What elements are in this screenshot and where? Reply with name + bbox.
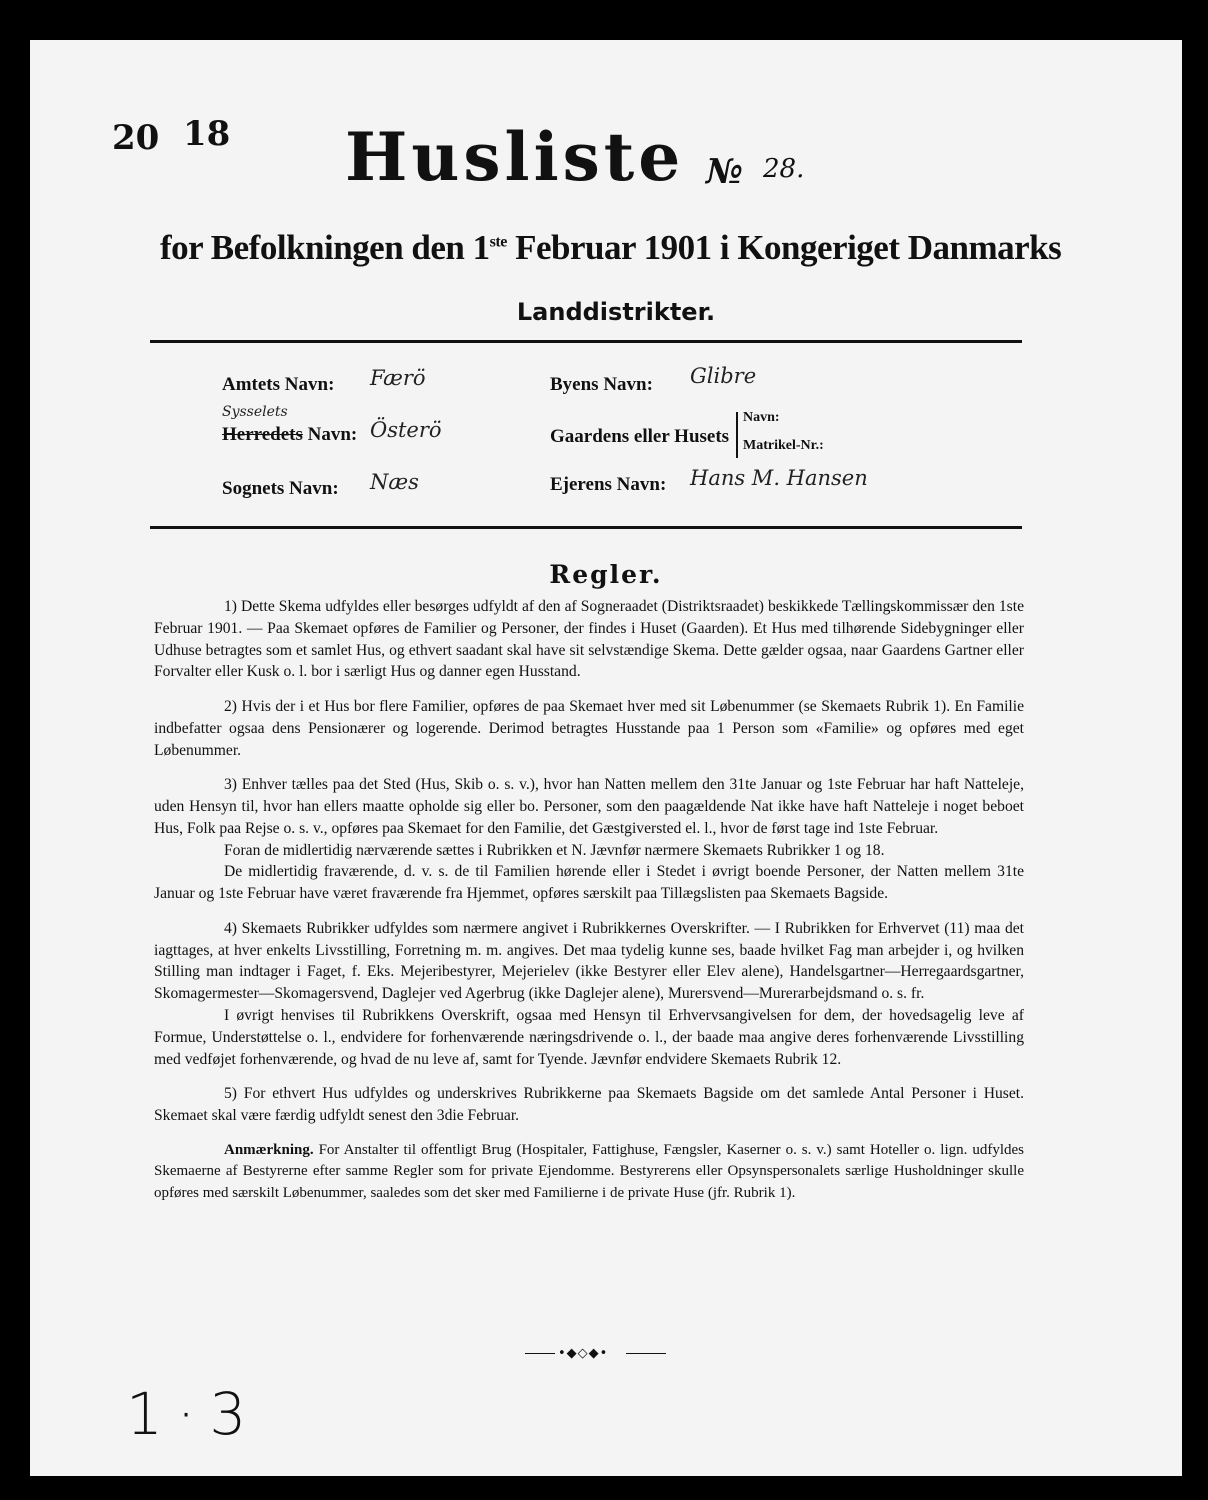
herred-struck: Herredets <box>222 424 303 445</box>
number-symbol: № <box>706 152 743 192</box>
rules-body <box>154 596 1024 1218</box>
form-number-handwritten: 28. <box>763 154 805 184</box>
form-title: Husliste <box>345 118 685 196</box>
divider-bottom <box>150 526 1022 529</box>
ornament-divider: •◆◇◆• <box>558 1346 609 1361</box>
sogn-label: Sognets Navn: <box>222 478 339 499</box>
ejer-value: Hans M. Hansen <box>690 466 868 490</box>
herred-label <box>222 424 357 446</box>
archive-number-left: 20 <box>112 118 160 158</box>
annotation <box>154 1140 1024 1205</box>
sogn-value: Næs <box>370 470 419 494</box>
ejer-label: Ejerens Navn: <box>550 474 667 495</box>
herred-label-rest: Navn: <box>302 424 358 445</box>
subtitle-pre: for Befolkningen den 1 <box>160 228 490 267</box>
by-value: Glibre <box>690 364 757 388</box>
field-brace <box>736 412 738 458</box>
handwritten-page-note: 1·3 <box>126 1380 261 1448</box>
gaard-matrikel-label: Matrikel-Nr.: <box>743 438 824 453</box>
district-type: Landdistrikter. <box>516 298 716 326</box>
rule-3c: De midlertidig fraværende, d. v. s. de til Familien hørende eller i Stedet i øvrigt boende Personer, der Natten mellem 31te Januar og 1ste Februar have været fraværende fra Hjemmet, opføres særskilt paa Tillægslisten paa Skemaets Bagside. <box>154 863 1024 903</box>
annotation-label: Anmærkning. <box>224 1141 314 1158</box>
rule-4b: I øvrigt henvises til Rubrikkens Overskrift, ogsaa med Hensyn til Erhvervsangivelsen for dem, der hovedsagelig leve af Formue, Understøttelse o. l., endvidere for forhenværende næringsdrivende o. l., der baade maa angive deres forhenværende Livsstilling med vedføjet forhenværende, og hvad de nu leve af, samt for Tyende. Jævnfør endvidere Skemaets Rubrik 12. <box>154 1006 1024 1068</box>
gaard-navn-label: Navn: <box>743 410 780 425</box>
archive-number-right: 18 <box>183 114 231 154</box>
rule-1: 1) Dette Skema udfyldes eller besørges udfyldt af den af Sogneraadet (Distriktsraadet) beskikkede Tællingskommissær den 1ste Februar 1901. — Paa Skemaet opføres de Familier og Personer, der findes i Huset (Gaarden). Et Hus med tilhørende Sidebygninger eller Udhuse betragtes som et samlet Hus, og ethvert saadant skal have sit selvstændige Skema. Dette gælder ogsaa, naar Gaardens Gartner eller Forvalter eller Kusk o. l. bor i særligt Hus og danner egen Husstand. <box>154 598 1024 681</box>
form-subtitle <box>160 228 1062 268</box>
by-label: Byens Navn: <box>550 374 653 395</box>
herred-value: Österö <box>370 418 442 442</box>
subtitle-post: Februar 1901 i Kongeriget Danmarks <box>506 228 1062 267</box>
ornament-line-left <box>525 1353 555 1354</box>
rule-3b: Foran de midlertidig nærværende sættes i Rubrikken et N. Jævnfør nærmere Skemaets Rubrikker 1 og 18. <box>224 841 885 859</box>
rule-4: 4) Skemaets Rubrikker udfyldes som nærmere angivet i Rubrikkernes Overskrifter. — I Rubrikken for Erhvervet (11) maa det iagttages, at hver enkelts Livsstilling, Forretning m. m. angives. Det maa tydelig kunne ses, baade hvilket Fag man arbejder i, og hvilken Stilling man indtager i Faget, f. Eks. Mejeribestyrer, Mejerielev (ikke Bestyrer eller Elev alene), Handelsgartner—Herregaardsgartner, Skomagermester—Skomagersvend, Daglejer ved Agerbrug (ikke Daglejer alene), Murersvend—Murerarbejdsmand o. s. fr. <box>154 919 1024 1003</box>
rule-5: 5) For ethvert Hus udfyldes og underskrives Rubrikkerne paa Skemaets Bagside om det samlede Antal Personer i Huset. Skemaet skal være færdig udfyldt senest den 3die Februar. <box>154 1085 1024 1124</box>
herred-note: Sysselets <box>222 404 288 420</box>
rules-heading: Regler. <box>549 560 663 589</box>
rule-3: 3) Enhver tælles paa det Sted (Hus, Skib o. s. v.), hvor han Natten mellem den 31te Januar og 1ste Februar har haft Natteleje, uden Hensyn til, hvor han ellers maatte opholde sig eller bo. Personer, som den paagældende Nat ikke have haft Natteleje i noget beboet Hus, Folk paa Rejse o. s. v., opføres paa Skemaet for den Familie, det Gæstgiversted el. l., hvor de først tage ind 1ste Februar. <box>154 776 1024 837</box>
rule-2: 2) Hvis der i et Hus bor flere Familier, opføres de paa Skemaet hver med sit Løbenummer (se Skemaets Rubrik 1). En Familie indbefatter ogsaa dens Pensionærer og logerende. Derimod betragtes Husstande paa 1 Person som «Familie» og opføres med eget Løbenummer. <box>154 697 1024 759</box>
divider-top <box>150 340 1022 343</box>
census-form-page <box>30 40 1182 1476</box>
annotation-text: For Anstalter til offentligt Brug (Hospitaler, Fattighuse, Fængsler, Kaserner o. s. v.) samt Hoteller o. lign. udfyldes Skemaerne af Bestyrerne efter samme Regler som for private Ejendomme. Bestyrerens eller Opsynspersonalets særlige Husholdninger skulle opføres med særskilt Løbenummer, saaledes som det sker med Familierne i de private Huse (jfr. Rubrik 1). <box>154 1141 1024 1202</box>
subtitle-sup: ste <box>489 233 507 251</box>
amt-label: Amtets Navn: <box>222 374 335 395</box>
ornament-line-right <box>626 1353 666 1354</box>
amt-value: Færö <box>370 366 426 390</box>
gaard-label: Gaardens eller Husets <box>550 426 730 447</box>
